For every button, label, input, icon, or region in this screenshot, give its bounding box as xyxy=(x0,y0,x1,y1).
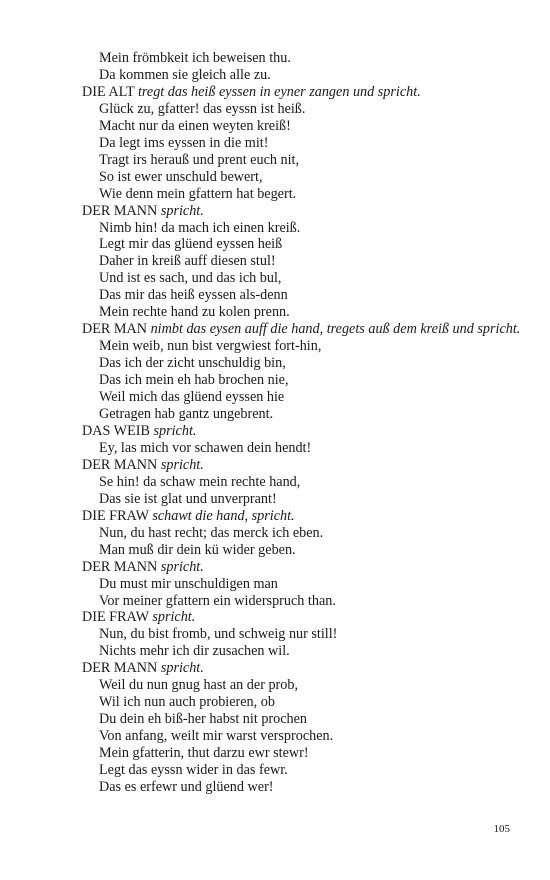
verse-line: Vor meiner gfattern ein widerspruch than. xyxy=(99,592,336,609)
speaker-name: DER MAN xyxy=(82,321,148,338)
speaker-line xyxy=(82,423,522,440)
speaker-name: DIE ALT xyxy=(82,83,135,100)
stage-direction: spricht. xyxy=(160,202,204,219)
verse-line: Da kommen sie gleich alle zu. xyxy=(99,66,271,83)
verse-line: Das ich mein eh hab brochen nie, xyxy=(99,372,289,389)
verse-line: Ey, las mich vor schawen dein hendt! xyxy=(99,439,312,456)
verse-line: So ist ewer unschuld bewert, xyxy=(99,168,263,185)
speaker-line xyxy=(82,203,522,220)
verse-line: Nichts mehr ich dir zusachen wil. xyxy=(99,643,290,660)
verse-line: Du must mir unschuldigen man xyxy=(99,575,278,592)
speaker-line xyxy=(82,609,522,626)
speaker-name: DER MANN xyxy=(82,202,158,219)
verse-line: Weil du nun gnug hast an der prob, xyxy=(99,677,299,694)
stage-direction: tregt das heiß eyssen in eyner zangen und spricht. xyxy=(137,83,421,100)
verse-line: Nimb hin! da mach ich einen kreiß. xyxy=(99,219,301,236)
speaker-name: DAS WEIB xyxy=(82,422,150,439)
verse-line: Man muß dir dein kü wider geben. xyxy=(99,541,296,558)
verse-line: Daher in kreiß auff diesen stul! xyxy=(99,253,276,270)
stage-direction: spricht. xyxy=(153,422,197,439)
verse-line: Legt mir das glüend eyssen heiß xyxy=(99,236,283,253)
verse-line: Das mir das heiß eyssen als-denn xyxy=(99,287,288,304)
verse-line: Getragen hab gantz ungebrent. xyxy=(99,406,274,423)
stage-direction: schawt die hand, spricht. xyxy=(152,507,295,524)
speaker-name: DER MANN xyxy=(82,660,158,677)
speaker-line xyxy=(82,660,522,677)
stage-direction: spricht. xyxy=(160,660,204,677)
stage-direction: spricht. xyxy=(160,456,204,473)
verse-line: Macht nur da einen weyten kreiß! xyxy=(99,117,291,134)
verse-line: Das sie ist glat und unverprant! xyxy=(99,490,277,507)
speaker-name: DER MANN xyxy=(82,558,158,575)
verse-line: Glück zu, gfatter! das eyssn ist heiß. xyxy=(99,100,306,117)
speaker-name: DIE FRAW xyxy=(82,609,149,626)
stage-direction: spricht. xyxy=(160,558,204,575)
verse-line: Mein rechte hand zu kolen prenn. xyxy=(99,304,290,321)
verse-line: Mein gfatterin, thut darzu ewr stewr! xyxy=(99,745,309,762)
verse-line: Weil mich das glüend eyssen hie xyxy=(99,389,285,406)
page-number: 105 xyxy=(493,823,510,835)
verse-line: Legt das eyssn wider in das fewr. xyxy=(99,762,288,779)
speaker-line xyxy=(82,321,522,338)
stage-direction: spricht. xyxy=(152,609,196,626)
verse-line: Tragt irs herauß und prent euch nit, xyxy=(99,151,300,168)
play-text xyxy=(82,50,522,796)
verse-line: Nun, du bist fromb, und schweig nur still! xyxy=(99,626,338,643)
speaker-name: DER MANN xyxy=(82,456,158,473)
verse-line: Nun, du hast recht; das merck ich eben. xyxy=(99,524,324,541)
speaker-line xyxy=(82,508,522,525)
speaker-line xyxy=(82,457,522,474)
verse-line: Das ich der zicht unschuldig bin, xyxy=(99,355,286,372)
verse-line: Von anfang, weilt mir warst versprochen. xyxy=(99,728,334,745)
verse-line: Das es erfewr und glüend wer! xyxy=(99,778,274,795)
verse-line: Mein frömbkeit ich beweisen thu. xyxy=(99,50,291,66)
verse-line: Da legt ims eyssen in die mit! xyxy=(99,134,269,151)
verse-line: Du dein eh biß-her habst nit prochen xyxy=(99,711,308,728)
stage-direction: nimbt das eysen auff die hand, tregets auß dem kreiß und spricht. xyxy=(150,321,521,338)
verse-line: Wil ich nun auch probieren, ob xyxy=(99,694,275,711)
verse-line: Und ist es sach, und das ich bul, xyxy=(99,270,282,287)
speaker-line xyxy=(82,84,522,101)
speaker-name: DIE FRAW xyxy=(82,507,149,524)
verse-line: Wie denn mein gfattern hat begert. xyxy=(99,185,297,202)
verse-line: Se hin! da schaw mein rechte hand, xyxy=(99,473,301,490)
verse-line: Mein weib, nun bist vergwiest fort-hin, xyxy=(99,338,322,355)
speaker-line xyxy=(82,559,522,576)
